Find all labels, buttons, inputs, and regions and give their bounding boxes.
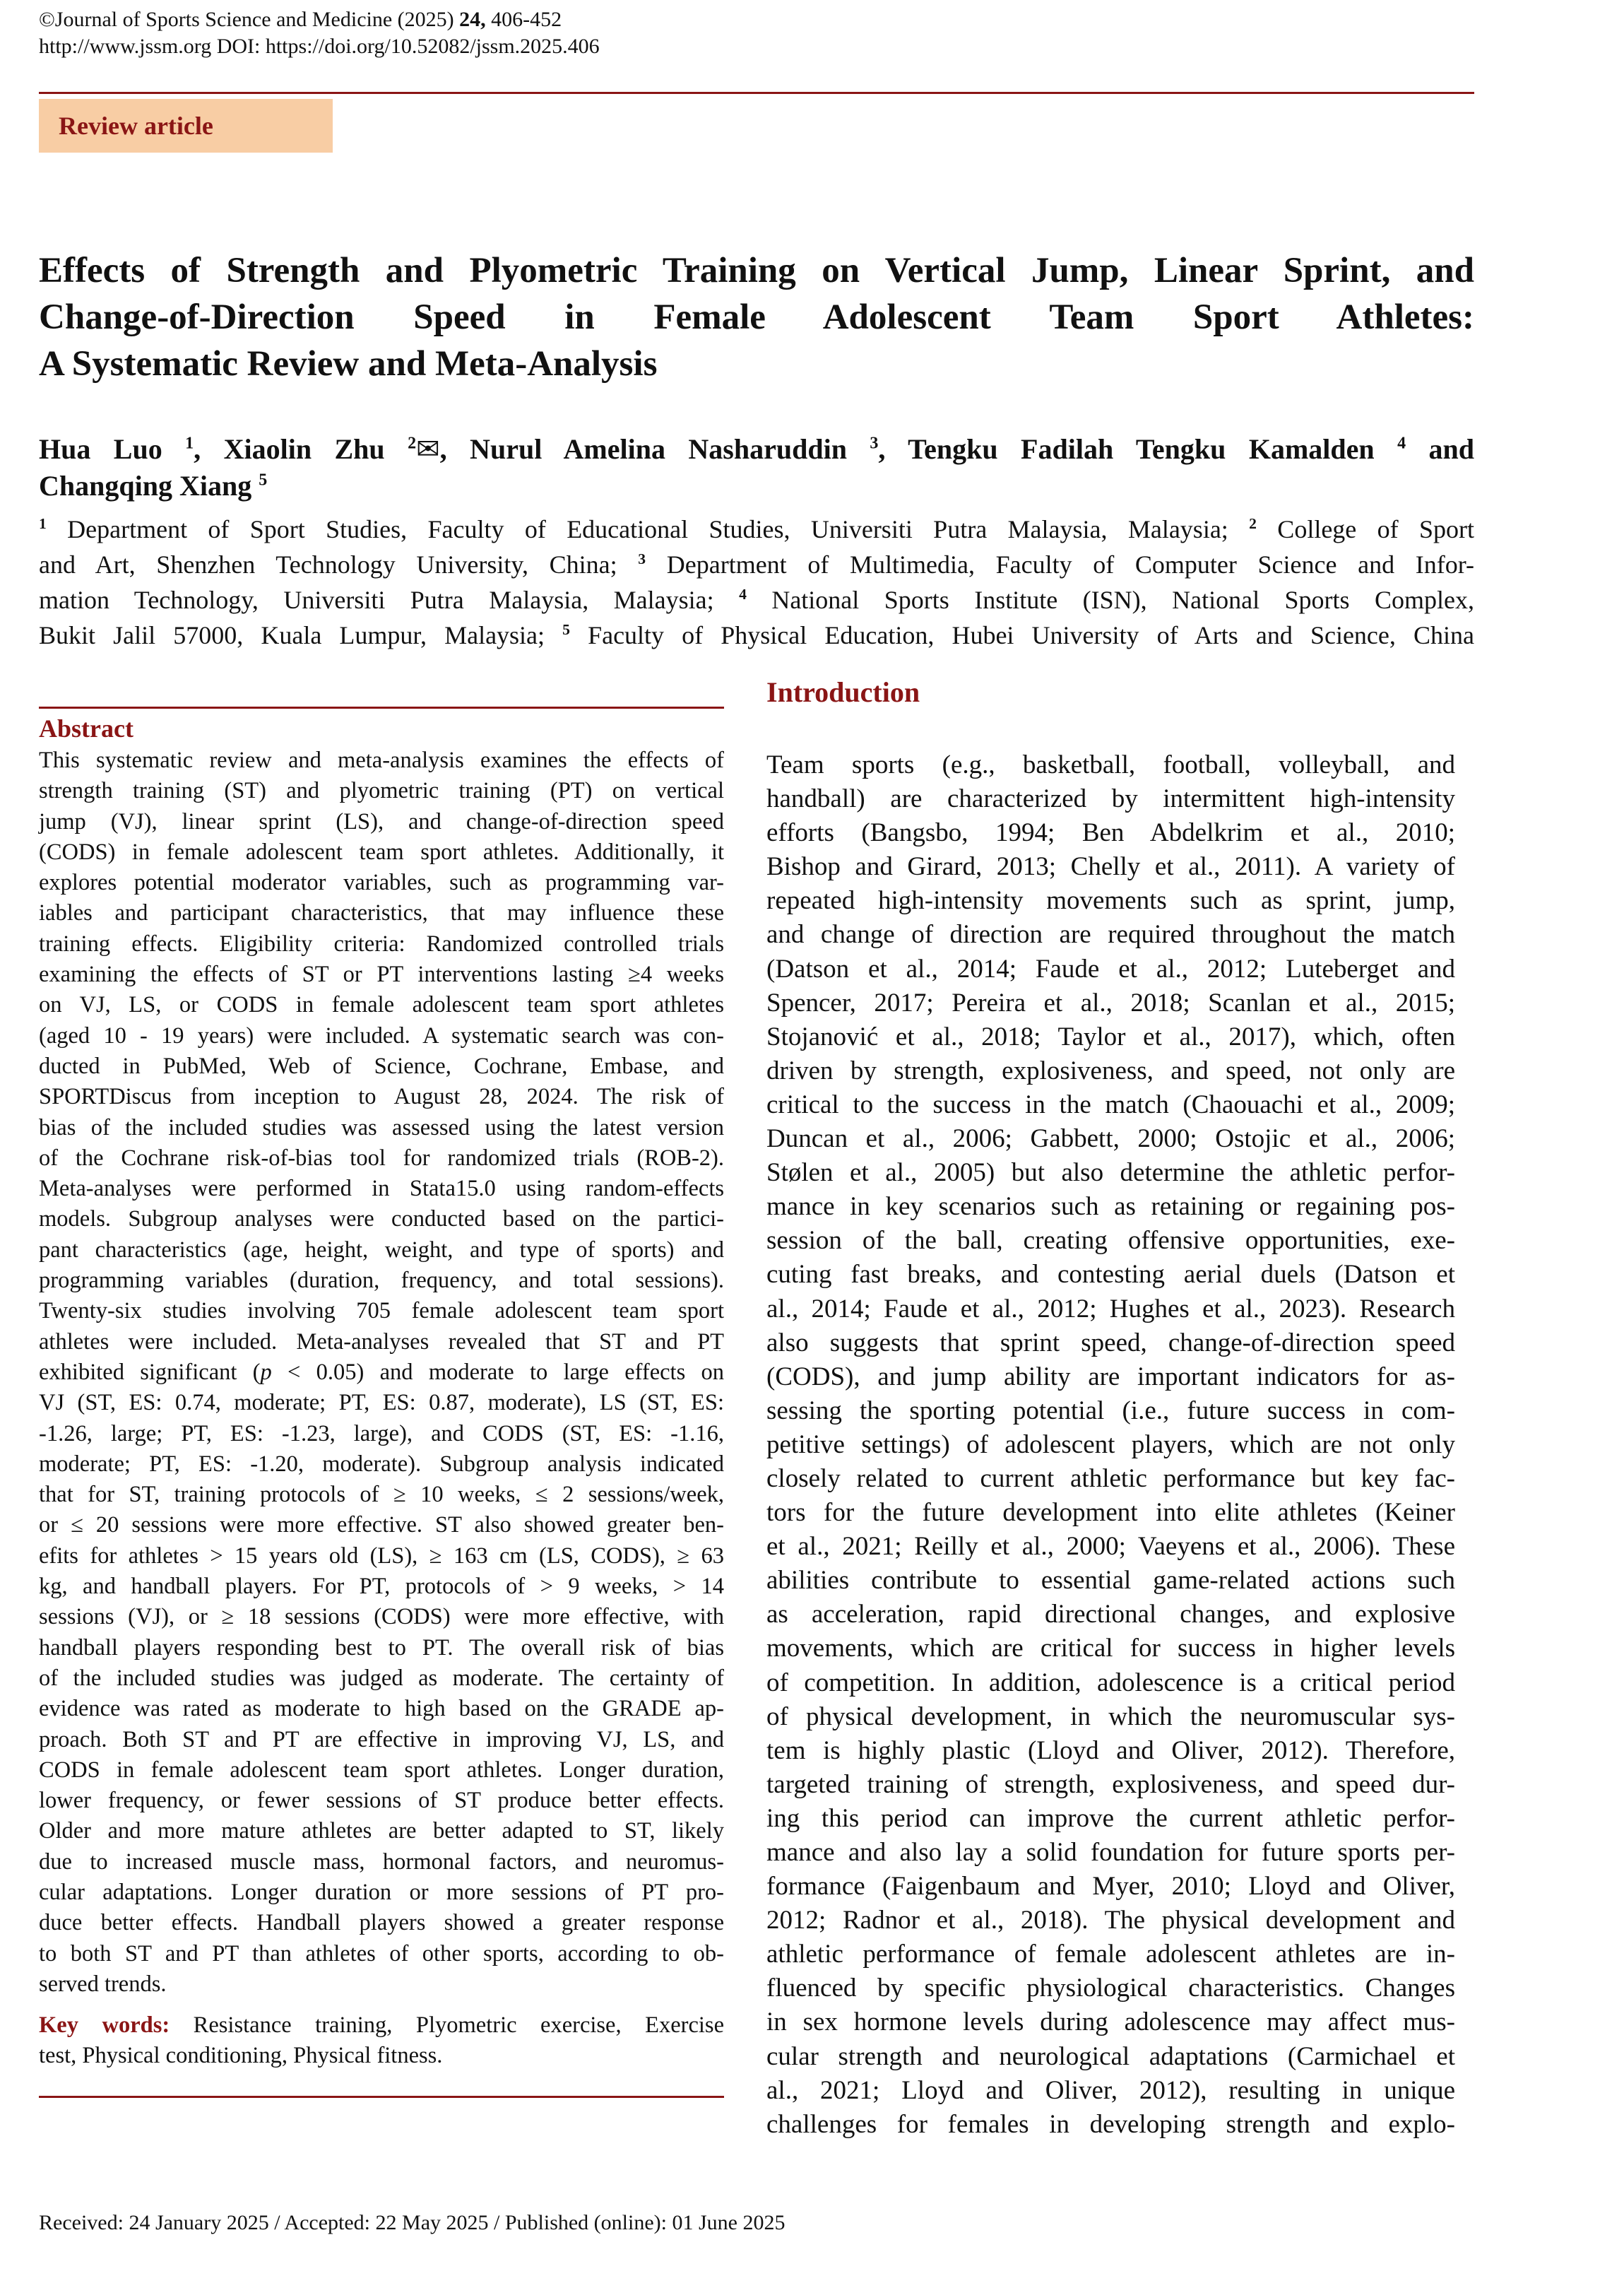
- intro-line: of competition. In addition, adolescence is a critical period: [766, 1668, 1455, 1697]
- abstract-line: duce better effects. Handball players showed a greater response: [39, 1910, 724, 1936]
- abstract-heading: Abstract: [39, 714, 134, 743]
- abstract-line: CODS in female adolescent team sport athletes. Longer duration,: [39, 1757, 724, 1783]
- intro-line: and change of direction are required throughout the match: [766, 920, 1455, 950]
- abstract-bottom-rule: [39, 2096, 724, 2098]
- journal-citation: [39, 7, 562, 33]
- intro-line: as acceleration, rapid directional changes, and explosive: [766, 1600, 1455, 1629]
- intro-line: critical to the success in the match (Chaouachi et al., 2009;: [766, 1090, 1455, 1119]
- abstract-line: (aged 10 - 19 years) were included. A systematic search was con-: [39, 1022, 724, 1049]
- keywords: Key words: Resistance training, Plyometric exercise, Exercise test, Physical conditioning, Physical fitness.: [39, 2012, 724, 2068]
- intro-line: handball) are characterized by intermittent high-intensity: [766, 784, 1455, 814]
- abstract-line: on VJ, LS, or CODS in female adolescent team sport athletes: [39, 992, 724, 1018]
- abstract-line: athletes were included. Meta-analyses revealed that ST and PT: [39, 1328, 724, 1355]
- intro-line: in sex hormone levels during adolescence may affect mus-: [766, 2007, 1455, 2037]
- abstract-line: explores potential moderator variables, such as programming var-: [39, 870, 724, 896]
- abstract-line: served trends.: [39, 1971, 167, 1997]
- abstract-line: -1.26, large; PT, ES: -1.23, large), and CODS (ST, ES: -1.16,: [39, 1420, 724, 1446]
- intro-line: abilities contribute to essential game-related actions such: [766, 1566, 1455, 1596]
- abstract-line: bias of the included studies was assessed using the latest version: [39, 1114, 724, 1140]
- abstract-line: training effects. Eligibility criteria: Randomized controlled trials: [39, 931, 724, 957]
- title-line: A Systematic Review and Meta-Analysis: [39, 344, 658, 384]
- intro-line: mance in key scenarios such as retaining or regaining pos-: [766, 1192, 1455, 1222]
- intro-line: et al., 2021; Reilly et al., 2000; Vaeyens et al., 2006). These: [766, 1532, 1455, 1562]
- abstract-line: lower frequency, or fewer sessions of ST produce better effects.: [39, 1788, 724, 1814]
- intro-line: tors for the future development into elite athletes (Keiner: [766, 1498, 1455, 1528]
- abstract-top-rule: [39, 707, 724, 709]
- abstract-line: examining the effects of ST or PT interventions lasting ≥4 weeks: [39, 962, 724, 988]
- intro-line: fluenced by specific physiological characteristics. Changes: [766, 1974, 1455, 2003]
- intro-line: cular strength and neurological adaptations (Carmichael et: [766, 2041, 1455, 2071]
- intro-line: al., 2021; Lloyd and Oliver, 2012), resulting in unique: [766, 2075, 1455, 2105]
- intro-line: Team sports (e.g., basketball, football, volleyball, and: [766, 750, 1455, 779]
- abstract-line: jump (VJ), linear sprint (LS), and change-of-direction speed: [39, 808, 724, 835]
- intro-line: 2012; Radnor et al., 2018). The physical development and: [766, 1906, 1455, 1935]
- intro-line: session of the ball, creating offensive opportunities, exe-: [766, 1226, 1455, 1256]
- mail-icon[interactable]: ✉: [416, 433, 440, 466]
- abstract-line: sessions (VJ), or ≥ 18 sessions (CODS) were more effective, with: [39, 1604, 724, 1630]
- affiliations: $^1$ Department of Sport Studies, Faculty of Educational Studies, Universiti Putra Malaysia, Malaysia; $^2$ College of Sport and Art, Shenzhen Technology University, China; $^3$ Department of Multimedia, Faculty of Computer Science and Infor- mation Technology, Universiti Putra Malaysia, Malaysia; $^4$ National Sports Institute (ISN), National Sports Complex, Bukit Jalil 57000, Kuala Lumpur, Malaysia; $^5$ Faculty of Physical Education, Hubei University of Arts and Science, China: [39, 515, 1474, 649]
- title-line: Change-of-Direction Speed in Female Adolescent Team Sport Athletes:: [39, 297, 1474, 337]
- header-rule: [39, 92, 1474, 94]
- intro-line: Bishop and Girard, 2013; Chelly et al., 2011). A variety of: [766, 852, 1455, 882]
- intro-line: Spencer, 2017; Pereira et al., 2018; Scanlan et al., 2015;: [766, 988, 1455, 1018]
- abstract-line: evidence was rated as moderate to high based on the GRADE ap-: [39, 1696, 724, 1722]
- keywords-label: Key words:: [39, 2012, 170, 2038]
- intro-line: of physical development, in which the neuromuscular sys-: [766, 1702, 1455, 1731]
- abstract-line: of the included studies was judged as moderate. The certainty of: [39, 1665, 724, 1691]
- author-list: Hua Luo $^1$, Xiaolin Zhu $^2$✉, Nurul Amelina Nasharuddin $^3$, Tengku Fadilah Tengku Kamalden $^4$ and Changqing Xiang $^5$: [39, 433, 1474, 502]
- abstract-body: [39, 745, 724, 2000]
- intro-line: (CODS), and jump ability are important indicators for as-: [766, 1362, 1455, 1391]
- introduction-body: [766, 748, 1455, 2142]
- publication-dates: Received: 24 January 2025 / Accepted: 22 May 2025 / Published (online): 01 June 2025: [39, 2211, 786, 2234]
- abstract-line: pant characteristics (age, height, weight, and type of sports) and: [39, 1237, 724, 1263]
- intro-line: sessing the sporting potential (i.e., future success in com-: [766, 1396, 1455, 1425]
- intro-line: closely related to current athletic performance but key fac-: [766, 1463, 1455, 1493]
- abstract-line: Older and more mature athletes are better adapted to ST, likely: [39, 1818, 724, 1844]
- intro-line: driven by strength, explosiveness, and speed, not only are: [766, 1056, 1455, 1085]
- intro-line: athletic performance of female adolescent athletes are in-: [766, 1940, 1455, 1969]
- abstract-line: models. Subgroup analyses were conducted based on the partici-: [39, 1206, 724, 1232]
- abstract-line: SPORTDiscus from inception to August 28, 2024. The risk of: [39, 1084, 724, 1110]
- intro-line: formance (Faigenbaum and Myer, 2010; Lloyd and Oliver,: [766, 1872, 1455, 1901]
- journal-name: ©Journal of Sports Science and Medicine (2025): [39, 8, 460, 31]
- intro-line: movements, which are critical for success in higher levels: [766, 1634, 1455, 1663]
- intro-line: efforts (Bangsbo, 1994; Ben Abdelkrim et al., 2010;: [766, 818, 1455, 848]
- abstract-line: handball players responding best to PT. The overall risk of bias: [39, 1634, 724, 1661]
- abstract-line: Meta-analyses were performed in Stata15.0 using random-effects: [39, 1176, 724, 1202]
- abstract-line: proach. Both ST and PT are effective in improving VJ, LS, and: [39, 1726, 724, 1752]
- abstract-line: programming variables (duration, frequency, and total sessions).: [39, 1268, 724, 1294]
- intro-line: targeted training of strength, explosiveness, and speed dur-: [766, 1769, 1455, 1799]
- article-title: [39, 247, 1474, 387]
- introduction-heading: Introduction: [766, 676, 920, 708]
- intro-line: Duncan et al., 2006; Gabbett, 2000; Ostojic et al., 2006;: [766, 1124, 1455, 1154]
- abstract-line: VJ (ST, ES: 0.74, moderate; PT, ES: 0.87, moderate), LS (ST, ES:: [39, 1390, 724, 1416]
- abstract-line: Twenty-six studies involving 705 female adolescent team sport: [39, 1298, 724, 1324]
- intro-line: tem is highly plastic (Lloyd and Oliver, 2012). Therefore,: [766, 1735, 1455, 1765]
- doi-line: http://www.jssm.org DOI: https://doi.org/10.52082/jssm.2025.406: [39, 35, 600, 58]
- article-type-badge: Review article: [39, 99, 333, 153]
- intro-line: petitive settings) of adolescent players, which are not only: [766, 1429, 1455, 1459]
- abstract-line: cular adaptations. Longer duration or more sessions of PT pro-: [39, 1879, 724, 1905]
- intro-line: (Datson et al., 2014; Faude et al., 2012; Luteberget and: [766, 954, 1455, 984]
- abstract-line: moderate; PT, ES: -1.20, moderate). Subgroup analysis indicated: [39, 1451, 724, 1477]
- journal-volume: 24,: [459, 8, 486, 31]
- abstract-line: kg, and handball players. For PT, protocols of > 9 weeks, > 14: [39, 1574, 724, 1600]
- abstract-line: iables and participant characteristics, that may influence these: [39, 900, 724, 926]
- abstract-line: exhibited significant (p < 0.05) and moderate to large effects on: [39, 1359, 725, 1385]
- intro-line: ing this period can improve the current athletic perfor-: [766, 1803, 1455, 1833]
- intro-line: also suggests that sprint speed, change-of-direction speed: [766, 1328, 1455, 1357]
- intro-line: mance and also lay a solid foundation for future sports per-: [766, 1838, 1455, 1867]
- abstract-line: to both ST and PT than athletes of other sports, according to ob-: [39, 1940, 724, 1966]
- abstract-line: (CODS) in female adolescent team sport athletes. Additionally, it: [39, 839, 724, 865]
- abstract-line: due to increased muscle mass, hormonal factors, and neuromus-: [39, 1848, 724, 1875]
- abstract-line: of the Cochrane risk-of-bias tool for randomized trials (ROB-2).: [39, 1145, 724, 1171]
- journal-pages: 406-452: [485, 8, 562, 31]
- intro-line: al., 2014; Faude et al., 2012; Hughes et al., 2023). Research: [766, 1294, 1455, 1323]
- intro-line: challenges for females in developing strength and explo-: [766, 2109, 1455, 2139]
- abstract-line: or ≤ 20 sessions were more effective. ST also showed greater ben-: [39, 1512, 724, 1538]
- abstract-line: that for ST, training protocols of ≥ 10 weeks, ≤ 2 sessions/week,: [39, 1482, 724, 1508]
- abstract-line: strength training (ST) and plyometric training (PT) on vertical: [39, 778, 724, 804]
- intro-line: Stojanović et al., 2018; Taylor et al., 2017), which, often: [766, 1022, 1455, 1051]
- abstract-line: This systematic review and meta-analysis examines the effects of: [39, 748, 724, 773]
- abstract-line: efits for athletes > 15 years old (LS), ≥ 163 cm (LS, CODS), ≥ 63: [39, 1543, 724, 1569]
- intro-line: Stølen et al., 2005) but also determine the athletic perfor-: [766, 1158, 1455, 1188]
- intro-line: repeated high-intensity movements such as sprint, jump,: [766, 886, 1455, 916]
- abstract-line: ducted in PubMed, Web of Science, Cochrane, Embase, and: [39, 1053, 724, 1079]
- title-line: Effects of Strength and Plyometric Training on Vertical Jump, Linear Sprint, and: [39, 251, 1474, 290]
- intro-line: cuting fast breaks, and contesting aerial duels (Datson et: [766, 1260, 1455, 1290]
